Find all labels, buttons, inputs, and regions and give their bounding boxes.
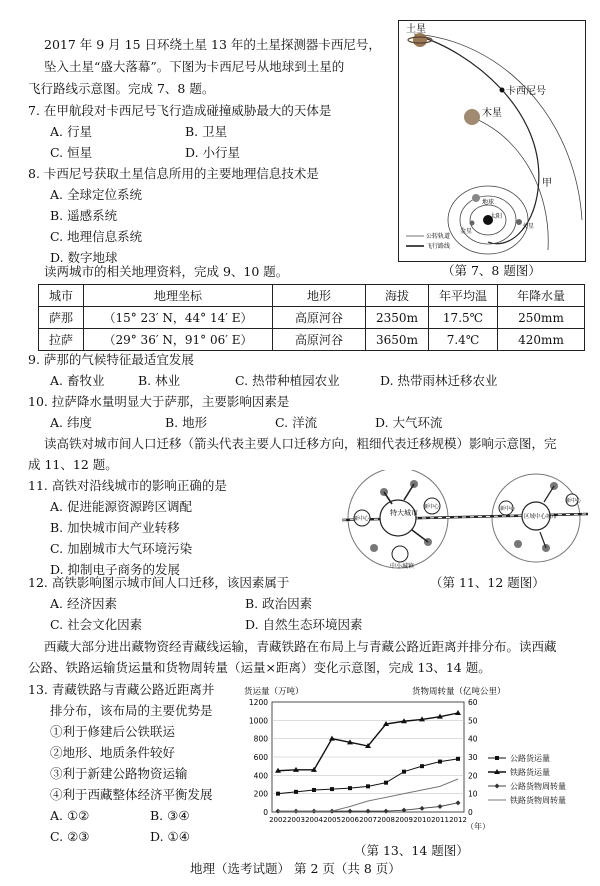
right-tick-label: 50 [468,716,478,726]
table-header-cell: 地理坐标 [84,285,273,307]
q7-option-b: B. 卫星 [185,124,228,139]
legend-path-label: 飞行路线 [426,243,451,250]
regional-city-label: 区域中心城市 [524,514,558,520]
migration-arrow [404,484,414,500]
figure-2-caption: （第 11、12 题图） [430,575,545,590]
big-city-node [380,500,416,536]
left-tick-label: 0 [263,808,268,817]
series-point [329,736,335,741]
table-cell: （29° 36′ N，91° 06′ E） [84,329,273,351]
series-point [402,770,406,774]
town-dot [370,544,378,552]
cassini-label: 卡西尼号 [506,86,546,97]
series-point [294,790,298,794]
migration-arrow [544,486,554,502]
q13-statement-4: ④利于西藏整体经济平衡发展 [50,787,213,802]
table-cell: 萨那 [39,307,84,329]
table-cell: 拉萨 [39,329,84,351]
small-town-label: 中小城镇 [390,563,415,570]
right-tick-label: 20 [468,771,478,781]
venus-label: 金星 [460,228,473,235]
q10-option-c: C. 洋流 [275,415,318,430]
right-tick-label: 30 [468,753,478,762]
table-row [39,329,585,351]
legend-label: 铁路货运量 [510,768,550,777]
q13-statement-3: ③利于新建公路物资运输 [50,766,188,781]
town-dot [514,540,522,548]
hsr-migration-diagram [340,470,590,574]
left-tick-label: 600 [253,753,268,762]
series-point [384,809,389,814]
table-header-row [39,285,585,307]
left-axis-title: 货运量（万吨） [244,687,304,697]
q9-stem: 9. 萨那的气候特征最适宜发展 [28,352,194,367]
q7-stem: 7. 在甲航段对卡西尼号飞行造成碰撞威胁最大的天体是 [28,103,332,118]
new-center-label: 新中心 [354,516,370,522]
table-header-cell: 年降水量 [498,285,585,307]
series-point [366,809,371,814]
intro-4-line-1: 西藏大部分进出藏物资经青藏线运输，青藏铁路在布局上与青藏公路近距离并排分布。读西藏 [44,639,557,654]
table-header-cell: 海拔 [366,285,429,307]
left-tick-label: 1000 [248,716,268,726]
right-tick-label: 10 [468,789,478,799]
x-axis-unit: （年） [466,822,490,831]
table-cell: 2350m [366,307,429,329]
series-point [420,764,424,768]
page-footer: 地理（选考试题） 第 2 页（共 8 页） [190,861,401,876]
q8-option-b: B. 遥感系统 [50,208,118,223]
x-tick-label: 2005 [323,816,341,824]
table-cell: （15° 23′ N，44° 14′ E） [84,307,273,329]
q13-stem-line-2: 排分布，该布局的主要优势是 [50,703,213,718]
saturn-icon [413,33,427,47]
x-tick-label: 2012 [449,816,467,824]
series-point [438,804,443,809]
intro-line-1: 2017 年 9 月 15 日环绕土星 13 年的土星探测器卡西尼号， [44,37,381,52]
q13-option-b: B. ③④ [150,808,190,823]
mars-label: 火星 [522,223,535,230]
q13-statement-1: ①利于修建后公铁联运 [50,724,176,739]
x-tick-label: 2004 [305,816,323,824]
table-cell: 420mm [498,329,585,351]
q7-option-d: D. 小行星 [185,145,241,160]
intro-line-2: 坠入土星“盛大落幕”。下图为卡西尼号从地球到土星的 [44,59,345,74]
left-tick-label: 800 [253,734,268,744]
chart-caption: （第 13、14 题图） [354,843,469,858]
freight-chart [230,684,595,844]
q9-option-b: B. 林业 [138,373,181,388]
intro-2: 读两城市的相关地理资料，完成 9、10 题。 [44,264,289,279]
table-header-cell: 城市 [39,285,84,307]
new-center-label: 新中心 [424,504,440,510]
right-tick-label: 40 [468,734,478,744]
q13-option-d: D. ①④ [150,829,190,844]
q11-stem: 11. 高铁对沿线城市的影响正确的是 [28,478,227,493]
table-cell: 高原河谷 [273,329,366,351]
series-point [438,760,442,764]
series-point [420,806,425,811]
x-tick-label: 2010 [413,816,431,824]
figure-1-caption: （第 7、8 题图） [442,263,541,278]
left-tick-label: 400 [253,771,268,781]
earth-icon [472,194,480,202]
legend-label: 公路货运量 [510,754,550,763]
new-center-label: 新中心 [566,498,582,504]
intro-3-line-1: 读高铁对城市间人口迁移（箭头代表主要人口迁移方向，粗细代表迁移规模）影响示意图，完 [44,436,557,451]
venus-icon [470,221,475,226]
q12-stem: 12. 高铁影响图示城市间人口迁移，该因素属于 [28,575,290,590]
saturn-label: 土星 [406,24,426,35]
x-tick-label: 2011 [431,816,449,824]
earth-label: 地球 [482,199,495,206]
jupiter-icon [464,109,480,125]
q7-option-c: C. 恒星 [50,145,93,160]
x-tick-label: 2006 [341,816,359,824]
q10-option-a: A. 纬度 [50,415,92,430]
q12-option-d: D. 自然生态环境因素 [245,617,363,632]
series-point [456,757,460,761]
table-cell: 3650m [366,329,429,351]
series-line-2 [278,713,458,771]
legend-marker [495,784,500,789]
q11-option-c: C. 加剧城市大气环境污染 [50,541,193,556]
x-tick-label: 2003 [287,816,305,824]
q10-option-d: D. 大气环流 [375,415,443,430]
left-tick-label: 200 [253,789,268,799]
series-point [348,786,352,790]
cassini-flight-diagram [398,20,586,262]
series-line-4 [278,779,458,811]
series-point [366,784,370,788]
table-cell: 高原河谷 [273,307,366,329]
q7-option-a: A. 行星 [50,124,92,139]
series-point [455,710,461,715]
q8-option-a: A. 全球定位系统 [50,187,142,202]
table-cell: 250mm [498,307,585,329]
series-point [384,781,388,785]
q9-option-c: C. 热带种植园农业 [235,373,340,388]
q11-option-b: B. 加快城市间产业转移 [50,520,180,535]
legend-marker [495,756,499,760]
q8-stem: 8. 卡西尼号获取土星信息所用的主要地理信息技术是 [28,166,319,181]
series-point [312,788,316,792]
new-center-label: 新中心 [500,506,516,512]
q9-option-d: D. 热带雨林迁移农业 [380,373,498,388]
small-town-node [392,546,408,562]
big-city-label: 特大城市 [390,509,418,517]
q12-option-b: B. 政治因素 [245,596,313,611]
left-tick-label: 1200 [248,698,268,707]
x-tick-label: 2008 [377,816,395,824]
q11-option-d: D. 抑制电子商务的发展 [50,562,181,577]
q11-option-a: A. 促进能源资源跨区调配 [50,499,192,514]
series-point [456,800,461,805]
intro-4-line-2: 公路、铁路运输货运量和货物周转量（运量×距离）变化示意图，完成 13、14 题。 [28,660,491,675]
jupiter-label: 木星 [482,108,502,119]
right-tick-label: 0 [468,808,473,817]
x-tick-label: 2002 [269,816,287,824]
q9-option-a: A. 畜牧业 [50,373,105,388]
q12-option-c: C. 社会文化因素 [50,617,143,632]
q13-stem-line-1: 13. 青藏铁路与青藏公路近距离并 [28,682,215,697]
figure-frame [399,21,586,262]
sun-label: 太阳 [490,213,503,220]
series-point [348,809,353,814]
right-axis-title: 货物周转量（亿吨公里） [412,687,506,697]
legend-orbit-label: 公转轨道 [426,233,451,240]
table-header-cell: 年平均温 [429,285,498,307]
x-tick-label: 2007 [359,816,377,824]
q13-option-c: C. ②③ [50,829,90,844]
legend-label: 铁路货物周转量 [510,796,566,805]
q8-option-c: C. 地理信息系统 [50,229,143,244]
x-tick-label: 2009 [395,816,413,824]
q10-option-b: B. 地形 [165,415,208,430]
q13-statement-2: ②地形、地质条件较好 [50,745,176,760]
series-point [276,792,280,796]
series-point [330,787,334,791]
table-cell: 7.4℃ [429,329,498,351]
cassini-probe-icon [500,88,505,93]
table-header-cell: 地形 [273,285,366,307]
city-data-table [38,284,585,351]
migration-arrow [412,530,428,542]
right-tick-label: 60 [468,698,478,707]
q8-option-d: D. 数字地球 [50,250,118,265]
q12-option-a: A. 经济因素 [50,596,117,611]
intro-3-line-2: 成 11、12 题。 [28,457,118,472]
table-row [39,307,585,329]
table-cell: 17.5℃ [429,307,498,329]
q10-stem: 10. 拉萨降水量明显大于萨那，主要影响因素是 [28,394,290,409]
migration-arrow [384,492,392,504]
intro-line-3: 飞行路线示意图。完成 7、8 题。 [28,81,215,96]
jia-label: 甲 [542,178,552,189]
legend-label: 公路货物周转量 [510,782,566,791]
q13-option-a: A. ①② [50,808,90,823]
